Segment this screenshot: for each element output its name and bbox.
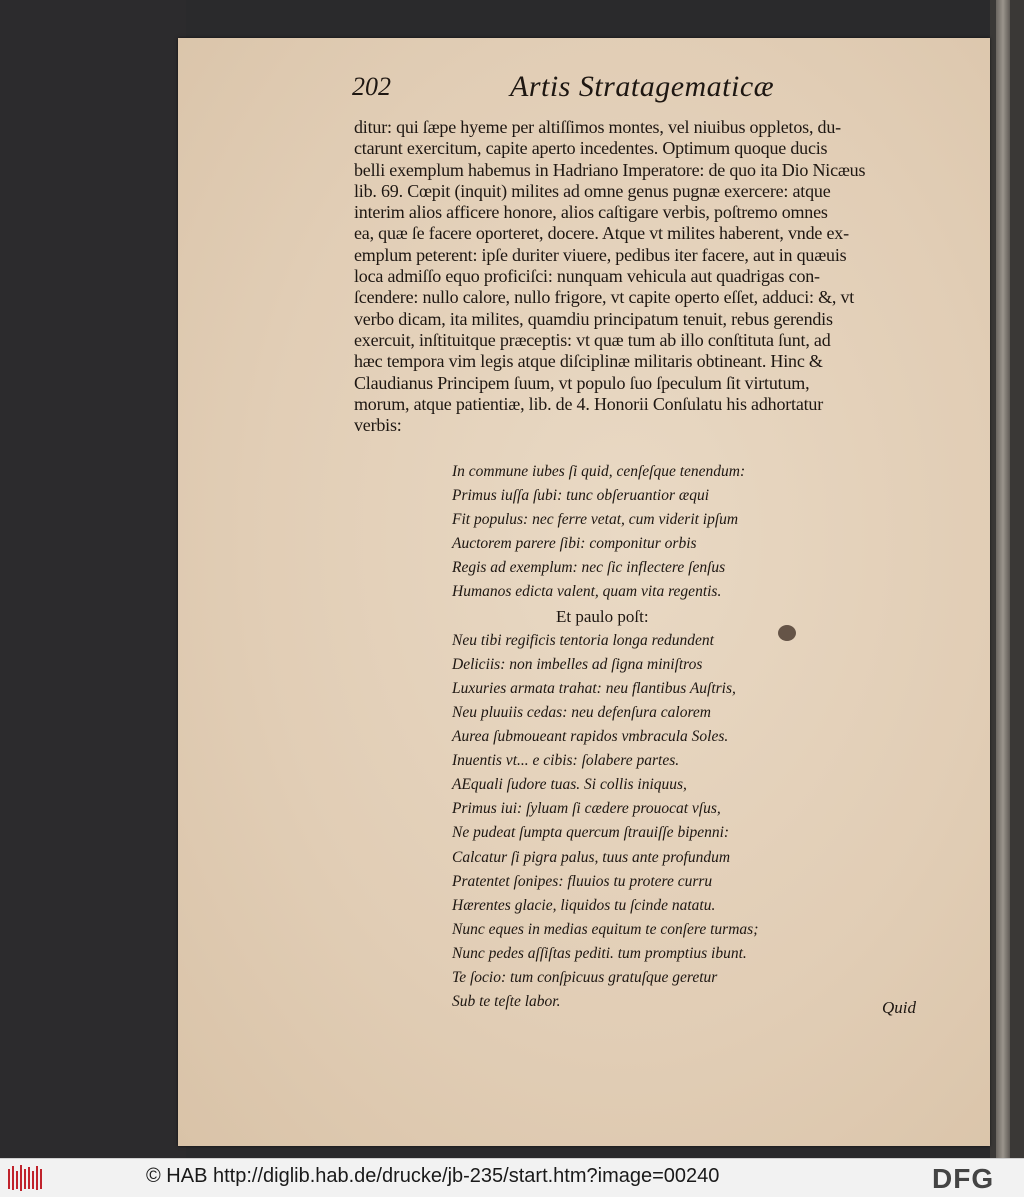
verse-line: Luxuries armata trahat: neu flantibus Auſtris, [452, 679, 736, 697]
verse-line: AEquali ſudore tuas. Si collis iniquus, [452, 776, 687, 794]
verse-line: Nunc pedes aſſiſtas pediti. tum promptius ibunt. [452, 944, 747, 962]
hab-logo-icon [6, 1163, 46, 1193]
verse-line: Aurea ſubmoueant rapidos vmbracula Soles. [452, 728, 729, 746]
verse-line: Primus iui: ſyluam ſi cædere prouocat vſus, [452, 800, 721, 818]
page-number: 202 [352, 72, 391, 101]
verse-line: Auctorem parere ſibi: componitur orbis [452, 535, 697, 553]
prose-line: ctarunt exercitum, capite aperto incedentes. Optimum quoque ducis [354, 138, 828, 159]
verse-line: Sub te teſte labor. [452, 993, 561, 1011]
verse-line: Neu tibi regificis tentoria longa redundent [452, 631, 714, 649]
verse-line: Te ſocio: tum conſpicuus gratuſque geretur [452, 968, 718, 986]
catchword: Quid [882, 998, 916, 1017]
scan-background-left [0, 0, 186, 1158]
ink-blot [778, 625, 796, 641]
verse-line: Ne pudeat ſumpta quercum ſtrauiſſe bipenni: [452, 824, 730, 842]
copyright-url[interactable]: © HAB http://diglib.hab.de/drucke/jb-235/start.htm?image=00240 [146, 1165, 720, 1187]
page-header [352, 70, 832, 110]
prose-line: exercuit, inſtituitque præceptis: vt quæ tum ab illo conſtituta ſunt, ad [354, 329, 831, 350]
prose-line: morum, atque patientiæ, lib. de 4. Honorii Conſulatu his adhortatur [354, 393, 824, 414]
prose-line: ditur: qui ſæpe hyeme per altiſſimos montes, vel niuibus oppletos, du- [354, 117, 841, 137]
prose-line: ſcendere: nullo calore, nullo frigore, vt capite operto eſſet, adduci: &, vt [354, 287, 855, 308]
prose-line: lib. 69. Cœpit (inquit) milites ad omne genus pugnæ exercere: atque [354, 180, 831, 201]
verse-block [452, 460, 812, 1014]
prose-line: Claudianus Principem ſuum, vt populo ſuo ſpeculum ſit virtutum, [354, 372, 810, 393]
verse-line: Primus iuſſa ſubi: tunc obſeruantior æqui [452, 487, 710, 505]
verse-line: Pratentet ſonipes: fluuios tu protere curru [452, 872, 713, 890]
verse-line: Regis ad exemplum: nec ſic inflectere ſenſus [452, 559, 726, 577]
verse-line: Inuentis vt... e cibis: ſolabere partes. [452, 752, 680, 770]
prose-line: verbis: [354, 415, 402, 436]
dfg-logo: DFG [932, 1163, 995, 1194]
prose-line: hæc tempora vim legis atque diſciplinæ militaris obtineant. Hinc & [354, 351, 823, 372]
prose-line: belli exemplum habemus in Hadriano Imperatore: de quo ita Dio Nicæus [354, 159, 866, 180]
interlude-heading: Et paulo poſt: [556, 606, 649, 626]
verse-line: In commune iubes ſi quid, cenſeſque tenendum: [452, 463, 746, 480]
prose-line: loca admiſſo equo proficiſci: nunquam vehicula aut quadrigas con- [354, 266, 820, 287]
verse-line: Nunc eques in medias equitum te conſere turmas; [452, 920, 759, 938]
verse-line: Calcatur ſi pigra palus, tuus ante profundum [452, 848, 731, 866]
book-edge-strip [996, 0, 1010, 1158]
verse-line: Deliciis: non imbelles ad ſigna miniſtros [452, 655, 703, 673]
verse-line: Humanos edicta valent, quam vita regentis. [452, 583, 722, 601]
verse-line: Hærentes glacie, liquidos tu ſcinde natatu. [452, 896, 716, 914]
scan-background-right [990, 0, 1024, 1158]
footer-bar [0, 1158, 1024, 1197]
verse-line: Neu pluuiis cedas: neu defenſura calorem [452, 703, 711, 721]
prose-line: interim alios afficere honore, alios caſtigare verbis, poſtremo omnes [354, 202, 828, 223]
prose-line: verbo dicam, ita milites, quamdiu principatum tenuit, rebus gerendis [354, 308, 833, 329]
prose-block [354, 117, 934, 436]
prose-line: emplum peterent: ipſe duriter viuere, pedibus iter facere, aut in quæuis [354, 244, 847, 265]
prose-line: ea, quæ ſe facere oporteret, docere. Atque vt milites haberent, vnde ex- [354, 223, 849, 244]
running-title: Artis Stratagematicæ [510, 70, 775, 103]
verse-line: Fit populus: nec ferre vetat, cum viderit ipſum [452, 511, 739, 529]
